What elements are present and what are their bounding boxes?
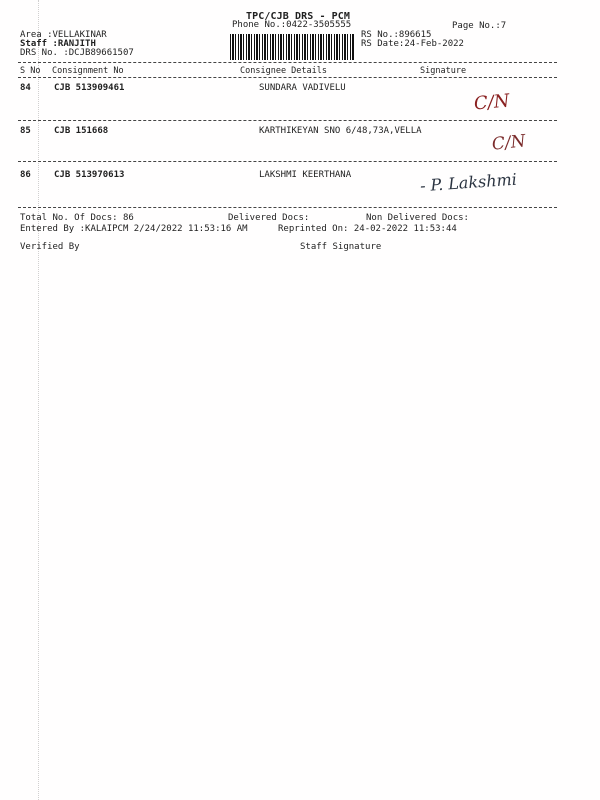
page-number: Page No.:7 bbox=[452, 21, 507, 31]
reprinted-on: Reprinted On: 24-02-2022 11:53:44 bbox=[278, 224, 457, 234]
row-separator-84 bbox=[18, 120, 557, 121]
staff-signature: Staff Signature bbox=[300, 242, 382, 252]
table-row-86-signature: - P. Lakshmi bbox=[419, 169, 518, 196]
barcode-graphic bbox=[230, 34, 355, 60]
area-label: Area :VELLAKINAR bbox=[20, 30, 107, 40]
rs-date: RS Date:24-Feb-2022 bbox=[361, 39, 464, 49]
table-row-85-consignee-details: KARTHIKEYAN SNO 6/48,73A,VELLA bbox=[259, 126, 422, 136]
table-row-85-sno: 85 bbox=[20, 126, 31, 136]
entered-by: Entered By :KALAIPCM 2/24/2022 11:53:16 AM bbox=[20, 224, 248, 234]
rs-number: RS No.:896615 bbox=[361, 30, 432, 40]
table-row-85-signature: C/N bbox=[490, 131, 527, 155]
table-row-86-consignee-details: LAKSHMI KEERTHANA bbox=[259, 170, 352, 180]
row-separator-85 bbox=[18, 161, 557, 162]
column-header-signature: Signature bbox=[420, 66, 467, 76]
table-row-84-consignee-details: SUNDARA VADIVELU bbox=[259, 83, 346, 93]
non-delivered-documents: Non Delivered Docs: bbox=[366, 213, 469, 223]
column-header-sno: S No bbox=[20, 66, 41, 76]
table-row-86-sno: 86 bbox=[20, 170, 31, 180]
row-separator-86 bbox=[18, 207, 557, 208]
table-row-86-consignment-no: CJB 513970613 bbox=[54, 170, 125, 180]
document-title: TPC/CJB DRS - PCM bbox=[246, 11, 351, 22]
table-row-84-consignment-no: CJB 513909461 bbox=[54, 83, 125, 93]
column-header-consignment-no: Consignment No bbox=[52, 66, 124, 76]
table-row-84-sno: 84 bbox=[20, 83, 31, 93]
total-documents: Total No. Of Docs: 86 bbox=[20, 213, 134, 223]
table-row-85-consignment-no: CJB 151668 bbox=[54, 126, 109, 136]
header-separator-bottom bbox=[18, 77, 557, 78]
column-header-consignee-details: Consignee Details bbox=[240, 66, 327, 76]
drs-number: DRS No. :DCJB89661507 bbox=[20, 48, 134, 58]
phone-number: Phone No.:0422-3505555 bbox=[232, 20, 352, 30]
staff-label: Staff :RANJITH bbox=[20, 39, 96, 49]
table-row-84-signature: C/N bbox=[473, 90, 511, 115]
header-separator-top bbox=[18, 62, 557, 63]
verified-by: Verified By bbox=[20, 242, 80, 252]
delivered-documents: Delivered Docs: bbox=[228, 213, 310, 223]
